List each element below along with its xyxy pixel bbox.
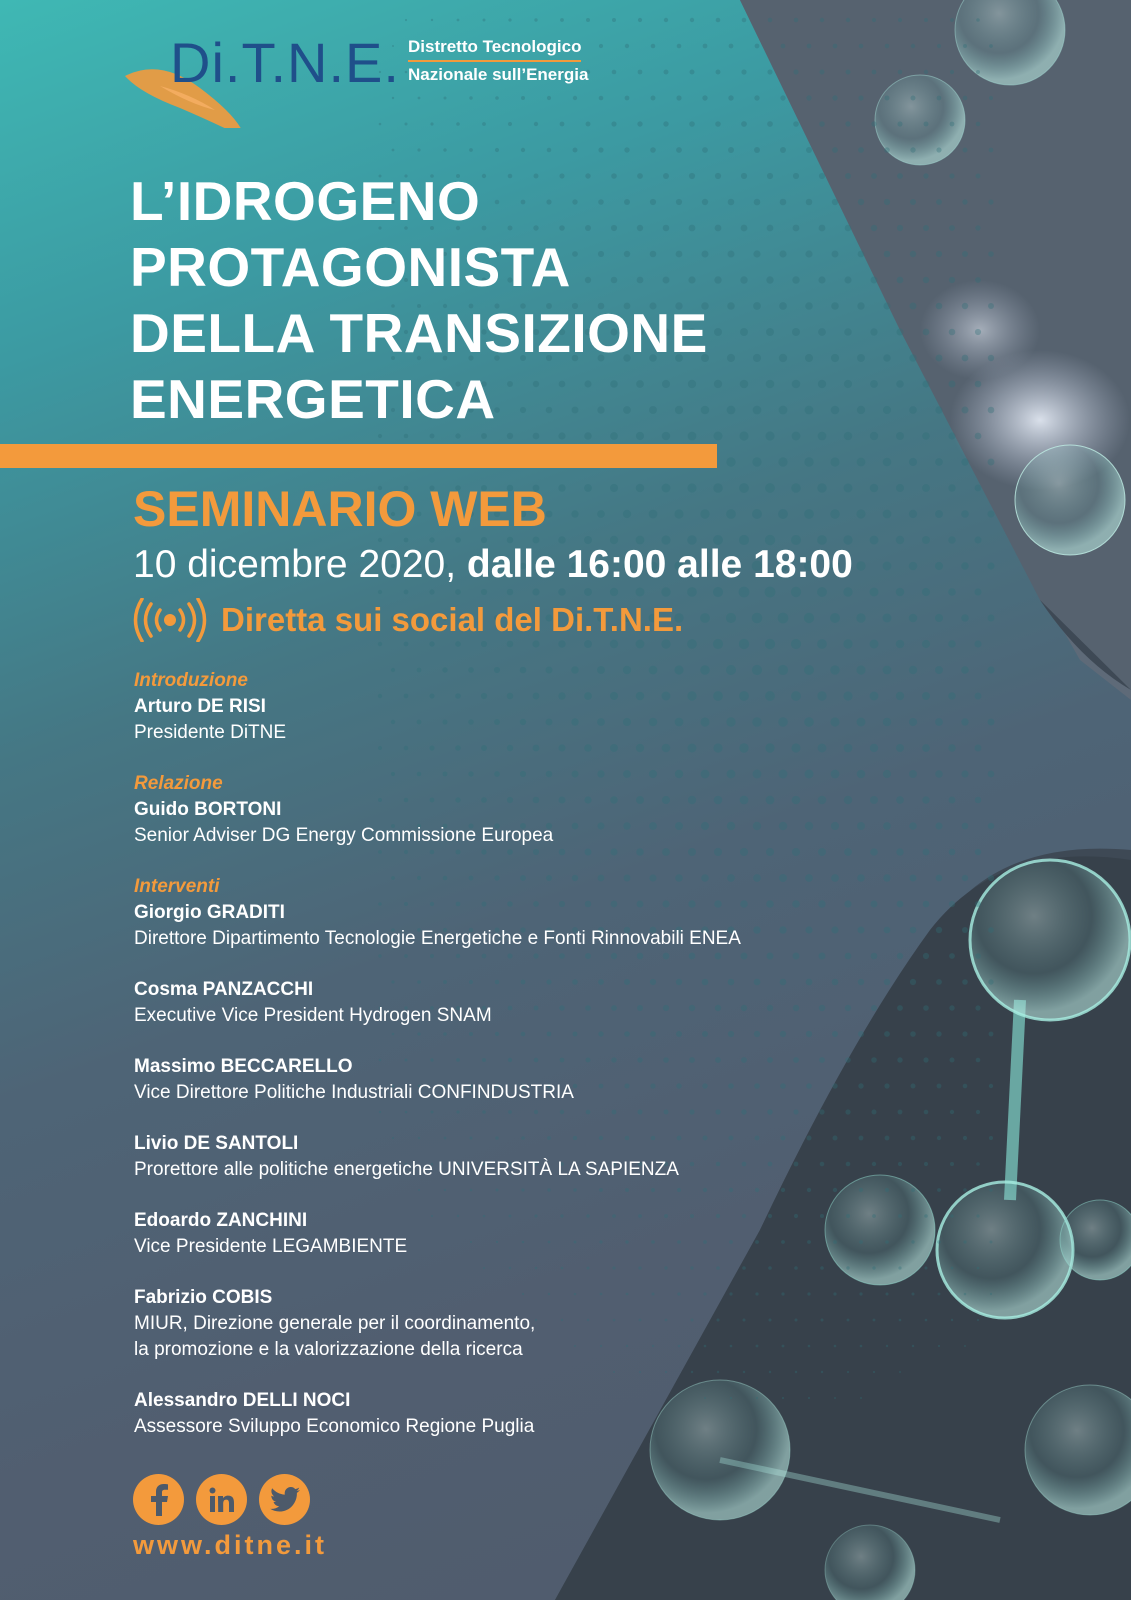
live-stream-info bbox=[133, 598, 683, 642]
speaker-name: Cosma PANZACCHI bbox=[134, 979, 314, 1000]
broadcast-icon bbox=[133, 598, 207, 642]
event-time: dalle 16:00 alle 18:00 bbox=[466, 543, 853, 586]
facebook-icon[interactable] bbox=[133, 1474, 184, 1525]
title-line: DELLA TRANSIZIONE bbox=[130, 302, 708, 364]
website-link[interactable]: www.ditne.it bbox=[133, 1530, 327, 1560]
title-line: PROTAGONISTA bbox=[130, 236, 571, 298]
speaker-name: Alessandro DELLI NOCI bbox=[134, 1390, 351, 1411]
program-block bbox=[134, 668, 934, 746]
linkedin-icon[interactable] bbox=[196, 1474, 247, 1525]
event-title bbox=[130, 168, 708, 432]
speaker-name: Guido BORTONI bbox=[134, 799, 282, 820]
speaker-role: Executive Vice President Hydrogen SNAM bbox=[134, 1005, 492, 1026]
event-type: SEMINARIO WEB bbox=[133, 481, 547, 537]
speaker-name: Edoardo ZANCHINI bbox=[134, 1210, 308, 1231]
speaker-name: Massimo BECCARELLO bbox=[134, 1056, 353, 1077]
logo-wordmark: Di.T.N.E. bbox=[170, 31, 400, 94]
speaker-role: Vice Direttore Politiche Industriali CONFINDUSTRIA bbox=[134, 1082, 574, 1103]
program-block bbox=[134, 1131, 934, 1183]
program-list bbox=[134, 668, 934, 1465]
speaker-role: Senior Adviser DG Energy Commissione Europea bbox=[134, 825, 554, 846]
speaker-role: Assessore Sviluppo Economico Regione Puglia bbox=[134, 1416, 535, 1437]
twitter-icon[interactable] bbox=[259, 1474, 310, 1525]
program-block bbox=[134, 1054, 934, 1106]
speaker-name: Giorgio GRADITI bbox=[134, 902, 285, 923]
speaker-role: MIUR, Direzione generale per il coordinamento, bbox=[134, 1313, 536, 1334]
logo-subtitle-line1: Distretto Tecnologico bbox=[408, 34, 581, 62]
event-date: 10 dicembre 2020, bbox=[133, 543, 457, 586]
program-block bbox=[134, 874, 934, 952]
section-label: Interventi bbox=[134, 876, 220, 897]
speaker-role: Presidente DiTNE bbox=[134, 722, 287, 743]
title-line: L’IDROGENO bbox=[130, 170, 481, 232]
program-block bbox=[134, 771, 934, 849]
live-stream-text: Diretta sui social del Di.T.N.E. bbox=[221, 601, 684, 638]
social-links bbox=[133, 1474, 310, 1525]
title-line: ENERGETICA bbox=[130, 368, 496, 430]
logo-subtitle-line2: Nazionale sull’Energia bbox=[408, 65, 589, 84]
speaker-role: Prorettore alle politiche energetiche UNIVERSITÀ LA SAPIENZA bbox=[134, 1159, 679, 1180]
section-label: Introduzione bbox=[134, 670, 248, 691]
program-block bbox=[134, 1285, 934, 1363]
program-block bbox=[134, 977, 934, 1029]
logo-subtitle bbox=[408, 34, 588, 87]
speaker-role: la promozione e la valorizzazione della ricerca bbox=[134, 1339, 523, 1360]
orange-divider bbox=[0, 444, 717, 468]
program-block bbox=[134, 1208, 934, 1260]
ditne-logo bbox=[120, 28, 640, 128]
speaker-name: Arturo DE RISI bbox=[134, 696, 266, 717]
speaker-role: Vice Presidente LEGAMBIENTE bbox=[134, 1236, 408, 1257]
speaker-name: Fabrizio COBIS bbox=[134, 1287, 273, 1308]
event-datetime bbox=[133, 542, 853, 588]
speaker-role: Direttore Dipartimento Tecnologie Energetiche e Fonti Rinnovabili ENEA bbox=[134, 928, 741, 949]
section-label: Relazione bbox=[134, 773, 223, 794]
program-block bbox=[134, 1388, 934, 1440]
speaker-name: Livio DE SANTOLI bbox=[134, 1133, 299, 1154]
